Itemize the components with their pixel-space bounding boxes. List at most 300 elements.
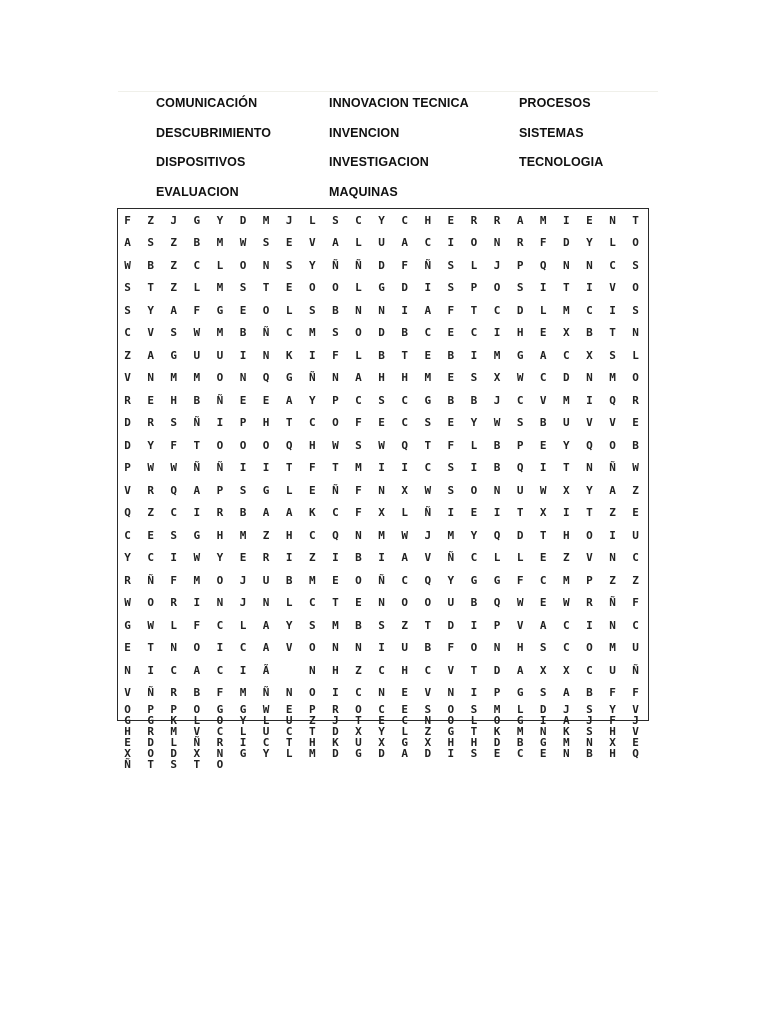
grid-letter: O	[470, 641, 478, 655]
grid-letter: A	[516, 663, 524, 677]
grid-letter: S	[332, 326, 339, 340]
grid-letter: B	[586, 686, 593, 700]
grid-letter: U	[285, 714, 293, 727]
grid-letter: H	[332, 663, 339, 677]
grid-letter: T	[401, 348, 408, 362]
grid-letter: D	[124, 416, 131, 430]
grid-letter: O	[424, 596, 432, 610]
grid-letter: I	[424, 281, 432, 295]
grid-letter: E	[239, 551, 247, 565]
word-item: DISPOSITIVOS	[156, 155, 246, 169]
grid-letter: D	[147, 736, 154, 749]
grid-letter: S	[632, 258, 639, 272]
grid-letter: H	[124, 725, 131, 738]
grid-letter: E	[332, 573, 339, 587]
word-item: EVALUACION	[156, 184, 239, 199]
grid-letter: D	[378, 258, 385, 272]
grid-letter: O	[586, 641, 593, 655]
grid-letter: E	[378, 416, 385, 430]
grid-letter: U	[632, 528, 639, 542]
grid-letter: S	[447, 483, 455, 497]
grid-letter: I	[539, 714, 547, 727]
grid-letter: A	[332, 236, 339, 250]
grid-letter: B	[447, 348, 455, 362]
grid-letter: C	[147, 551, 154, 565]
grid-letter: O	[216, 758, 224, 771]
grid-letter: I	[470, 348, 478, 362]
grid-letter: B	[447, 393, 455, 407]
word-item: TECNOLOGIA	[519, 155, 604, 169]
grid-letter: A	[124, 236, 131, 250]
grid-letter: T	[563, 281, 570, 295]
grid-letter: L	[308, 213, 316, 227]
grid-letter: A	[401, 747, 408, 760]
grid-letter: P	[124, 461, 131, 475]
grid-letter: Y	[147, 303, 154, 317]
grid-letter: C	[216, 725, 224, 738]
grid-letter: L	[239, 618, 247, 632]
grid-letter: G	[124, 618, 131, 632]
grid-letter: E	[124, 736, 131, 749]
grid-letter: E	[447, 371, 455, 385]
grid-letter: R	[147, 725, 154, 738]
grid-letter: G	[216, 703, 224, 716]
grid-letter: L	[355, 236, 362, 250]
grid-letter: H	[609, 747, 616, 760]
grid-letter: U	[563, 416, 570, 430]
grid-letter: C	[470, 326, 478, 340]
grid-letter: B	[239, 326, 247, 340]
grid-letter: H	[401, 371, 408, 385]
grid-letter: S	[424, 416, 432, 430]
grid-letter: I	[378, 461, 385, 475]
grid-letter: X	[539, 506, 547, 520]
grid-letter: U	[262, 725, 270, 738]
grid-letter: O	[308, 641, 316, 655]
word-list	[156, 93, 639, 211]
grid-letter: V	[632, 703, 639, 716]
grid-letter: I	[147, 663, 154, 677]
grid-letter: C	[262, 736, 270, 749]
grid-letter: I	[308, 348, 316, 362]
grid-letter: C	[355, 393, 362, 407]
grid-letter: G	[170, 348, 178, 362]
grid-letter: X	[193, 747, 201, 760]
grid-letter: T	[193, 758, 201, 771]
grid-letter: F	[355, 483, 362, 497]
grid-letter: E	[285, 281, 293, 295]
grid-letter: N	[216, 747, 224, 760]
grid-letter: Z	[563, 551, 570, 565]
grid-letter: G	[493, 573, 501, 587]
grid-letter: G	[193, 528, 201, 542]
grid-letter: U	[401, 641, 408, 655]
grid-letter: S	[378, 393, 385, 407]
grid-letter: M	[563, 393, 570, 407]
grid-letter: C	[124, 326, 131, 340]
grid-letter: D	[516, 303, 524, 317]
grid-letter: N	[609, 551, 616, 565]
grid-letter: A	[563, 686, 570, 700]
grid-letter: C	[609, 258, 616, 272]
grid-letter: X	[563, 483, 570, 497]
grid-letter: F	[170, 573, 178, 587]
grid-letter: H	[170, 393, 178, 407]
grid-letter: A	[424, 303, 432, 317]
grid-letter: S	[378, 618, 385, 632]
grid-letter: Q	[493, 528, 501, 542]
grid-letter: L	[401, 506, 408, 520]
grid-letter: M	[539, 213, 547, 227]
grid-letter: I	[378, 641, 385, 655]
grid-letter: P	[308, 703, 316, 716]
grid-letter: M	[609, 641, 616, 655]
grid-letter: S	[308, 618, 316, 632]
grid-letter: O	[193, 703, 201, 716]
grid-letter: E	[308, 483, 316, 497]
grid-letter: C	[632, 551, 639, 565]
grid-letter: G	[193, 213, 201, 227]
grid-letter: Q	[124, 506, 131, 520]
grid-letter: N	[563, 258, 570, 272]
grid-letter: S	[539, 686, 547, 700]
grid-letter: L	[609, 236, 616, 250]
grid-letter: H	[609, 725, 616, 738]
grid-letter: C	[539, 371, 547, 385]
grid-letter: R	[332, 703, 339, 716]
grid-letter: U	[447, 596, 455, 610]
grid-letter: U	[516, 483, 524, 497]
grid-letter: A	[516, 213, 524, 227]
grid-letter: Q	[586, 438, 593, 452]
grid-letter: B	[355, 551, 362, 565]
word-item: PROCESOS	[519, 96, 591, 110]
grid-letter: W	[632, 461, 639, 475]
grid-letter: A	[170, 303, 178, 317]
grid-letter: K	[285, 348, 293, 362]
grid-letter: I	[193, 596, 201, 610]
grid-letter: K	[563, 725, 570, 738]
grid-letter: A	[401, 551, 408, 565]
grid-letter: W	[539, 483, 547, 497]
grid-letter: P	[493, 686, 501, 700]
grid-letter: R	[470, 213, 478, 227]
grid-letter: Ñ	[262, 326, 270, 340]
grid-letter: F	[447, 641, 455, 655]
grid-letter: E	[539, 326, 547, 340]
grid-letter: I	[539, 281, 547, 295]
grid-letter: I	[170, 551, 178, 565]
grid-letter: O	[239, 258, 247, 272]
grid-letter: F	[193, 303, 201, 317]
grid-letter: L	[516, 551, 524, 565]
grid-letter: A	[285, 506, 293, 520]
grid-letter: T	[424, 618, 432, 632]
grid-letter: W	[493, 416, 501, 430]
grid-letter: Q	[332, 528, 339, 542]
grid-letter: C	[308, 596, 316, 610]
grid-letter: X	[355, 725, 362, 738]
grid-letter: W	[239, 236, 247, 250]
grid-letter: U	[355, 736, 362, 749]
grid-letter: Q	[632, 747, 639, 760]
grid-letter: W	[332, 438, 339, 452]
grid-letter: H	[401, 663, 408, 677]
grid-letter: N	[355, 528, 362, 542]
grid-letter: W	[401, 528, 408, 542]
grid-letter: N	[355, 641, 362, 655]
grid-letter: T	[470, 303, 478, 317]
grid-letter: C	[563, 641, 570, 655]
grid-letter: F	[609, 714, 616, 727]
grid-letter: H	[216, 528, 224, 542]
grid-letter: B	[516, 736, 524, 749]
grid-letter: G	[285, 371, 293, 385]
grid-letter: B	[193, 236, 201, 250]
grid-letter: E	[239, 303, 247, 317]
grid-letter: R	[216, 736, 224, 749]
grid-letter: T	[285, 736, 293, 749]
grid-letter: D	[378, 747, 385, 760]
grid-letter: M	[563, 303, 570, 317]
grid-letter: S	[586, 703, 593, 716]
grid-letter: B	[355, 618, 362, 632]
grid-letter: M	[516, 725, 524, 738]
grid-letter: L	[470, 438, 478, 452]
grid-letter: U	[193, 348, 201, 362]
grid-letter: N	[493, 236, 501, 250]
grid-letter: F	[216, 686, 224, 700]
grid-letter: Z	[308, 551, 316, 565]
grid-letter: Z	[170, 258, 178, 272]
grid-letter: Y	[470, 528, 478, 542]
word-item: SISTEMAS	[519, 125, 584, 140]
grid-letter: H	[285, 528, 293, 542]
grid-letter: W	[147, 618, 154, 632]
grid-letter: C	[193, 258, 201, 272]
grid-letter: M	[563, 573, 570, 587]
grid-letter: O	[262, 303, 270, 317]
grid-letter: G	[262, 483, 270, 497]
grid-letter: N	[447, 686, 455, 700]
grid-letter: S	[170, 326, 178, 340]
grid-letter: M	[563, 736, 570, 749]
grid-letter: Ñ	[124, 758, 131, 771]
grid-letter: N	[378, 596, 385, 610]
grid-letter: J	[563, 703, 570, 716]
grid-letter: I	[193, 506, 201, 520]
grid-letter: Ñ	[262, 686, 270, 700]
grid-letter: I	[563, 213, 570, 227]
grid-letter: W	[563, 596, 570, 610]
grid-letter: O	[355, 703, 362, 716]
grid-letter: K	[332, 736, 339, 749]
grid-letter: Y	[216, 213, 224, 227]
grid-letter: F	[516, 573, 524, 587]
grid-letter: I	[470, 686, 478, 700]
grid-letter: R	[586, 596, 593, 610]
grid-letter: T	[632, 213, 639, 227]
grid-letter: C	[424, 461, 432, 475]
grid-letter: B	[147, 258, 154, 272]
grid-letter: I	[239, 663, 247, 677]
grid-letter: O	[239, 438, 247, 452]
grid-letter: D	[447, 618, 455, 632]
grid-letter: I	[586, 618, 593, 632]
grid-letter: N	[216, 596, 224, 610]
grid-letter: M	[493, 703, 501, 716]
grid-letter: R	[493, 213, 501, 227]
grid-letter: E	[378, 714, 385, 727]
word-item: COMUNICACIÓN	[156, 96, 258, 110]
grid-letter: E	[147, 393, 154, 407]
grid-letter: Ñ	[332, 483, 339, 497]
grid-letter: H	[470, 736, 478, 749]
grid-letter: C	[285, 326, 293, 340]
grid-letter: E	[239, 393, 247, 407]
grid-letter: L	[170, 736, 178, 749]
grid-letter: L	[285, 596, 293, 610]
grid-letter: Ñ	[424, 506, 432, 520]
grid-letter: P	[586, 573, 593, 587]
grid-letter: R	[147, 416, 154, 430]
grid-letter: T	[539, 528, 547, 542]
grid-letter: M	[239, 528, 247, 542]
grid-letter: O	[355, 573, 362, 587]
grid-letter: N	[355, 303, 362, 317]
grid-letter: E	[539, 596, 547, 610]
grid-letter: Ñ	[332, 258, 339, 272]
grid-letter: I	[470, 461, 478, 475]
grid-letter: S	[539, 641, 547, 655]
grid-letter: Z	[147, 506, 154, 520]
grid-letter: T	[147, 281, 154, 295]
grid-letter: E	[401, 686, 408, 700]
grid-letter: F	[632, 686, 639, 700]
grid-letter: C	[401, 573, 408, 587]
grid-letter: V	[632, 725, 639, 738]
grid-letter: L	[355, 348, 362, 362]
grid-letter: O	[216, 438, 224, 452]
grid-letter: F	[447, 438, 455, 452]
grid-letter: M	[355, 461, 362, 475]
grid-letter: F	[332, 348, 339, 362]
grid-letter: D	[239, 213, 247, 227]
grid-letter: Y	[586, 483, 593, 497]
word-search-grid	[116, 209, 647, 770]
grid-letter: O	[401, 596, 408, 610]
grid-letter: B	[424, 641, 432, 655]
grid-letter: E	[539, 551, 547, 565]
grid-letter: E	[586, 213, 593, 227]
grid-letter: F	[447, 303, 455, 317]
grid-letter: I	[586, 393, 593, 407]
grid-letter: V	[308, 236, 316, 250]
grid-letter: V	[609, 416, 616, 430]
grid-letter: O	[147, 747, 154, 760]
grid-letter: V	[586, 416, 593, 430]
grid-letter: U	[262, 573, 270, 587]
grid-letter: P	[332, 393, 339, 407]
grid-letter: N	[332, 371, 339, 385]
grid-letter: C	[216, 618, 224, 632]
grid-letter: N	[308, 663, 316, 677]
grid-letter: I	[563, 506, 570, 520]
grid-letter: C	[563, 618, 570, 632]
grid-letter: D	[424, 747, 432, 760]
grid-letter: X	[378, 506, 385, 520]
grid-letter: M	[170, 371, 178, 385]
grid-letter: U	[609, 663, 616, 677]
grid-letter: B	[493, 438, 501, 452]
grid-letter: H	[308, 736, 316, 749]
grid-letter: N	[262, 348, 270, 362]
grid-letter: E	[447, 213, 455, 227]
grid-letter: C	[308, 528, 316, 542]
grid-letter: B	[193, 686, 201, 700]
grid-letter: V	[586, 551, 593, 565]
grid-letter: B	[193, 393, 201, 407]
grid-letter: N	[262, 596, 270, 610]
grid-letter: O	[470, 236, 478, 250]
grid-letter: L	[470, 258, 478, 272]
grid-letter: C	[170, 506, 178, 520]
grid-letter: T	[332, 461, 339, 475]
grid-letter: N	[378, 686, 385, 700]
grid-letter: N	[539, 725, 547, 738]
grid-letter: E	[285, 703, 293, 716]
grid-letter: Y	[239, 714, 247, 727]
grid-letter: R	[516, 236, 524, 250]
grid-letter: L	[470, 714, 478, 727]
grid-letter: V	[124, 483, 131, 497]
grid-letter: Y	[308, 393, 316, 407]
grid-letter: N	[124, 663, 131, 677]
grid-letter: Y	[262, 747, 270, 760]
grid-letter: Z	[308, 714, 316, 727]
grid-letter: V	[539, 393, 547, 407]
grid-letter: X	[424, 736, 432, 749]
grid-letter: A	[262, 506, 270, 520]
grid-letter: O	[216, 714, 224, 727]
grid-letter: F	[609, 686, 616, 700]
grid-letter: N	[586, 736, 593, 749]
grid-letter: K	[308, 506, 316, 520]
grid-letter: Ñ	[355, 258, 362, 272]
grid-letter: S	[332, 213, 339, 227]
grid-letter: M	[262, 213, 270, 227]
grid-letter: C	[170, 663, 178, 677]
grid-letter: I	[239, 461, 247, 475]
grid-letter: G	[470, 573, 478, 587]
grid-letter: N	[586, 258, 593, 272]
grid-letter: F	[632, 596, 639, 610]
grid-letter: C	[355, 213, 362, 227]
grid-letter: S	[262, 236, 270, 250]
grid-letter: W	[262, 703, 270, 716]
grid-letter: N	[632, 326, 639, 340]
grid-letter: F	[193, 618, 201, 632]
grid-letter: E	[470, 506, 478, 520]
grid-letter: E	[539, 438, 547, 452]
grid-letter: O	[193, 641, 201, 655]
grid-letter: H	[378, 371, 385, 385]
grid-letter: C	[285, 725, 293, 738]
grid-letter: T	[586, 506, 593, 520]
grid-letter: J	[170, 213, 178, 227]
grid-letter: T	[332, 596, 339, 610]
grid-letter: Q	[401, 438, 408, 452]
